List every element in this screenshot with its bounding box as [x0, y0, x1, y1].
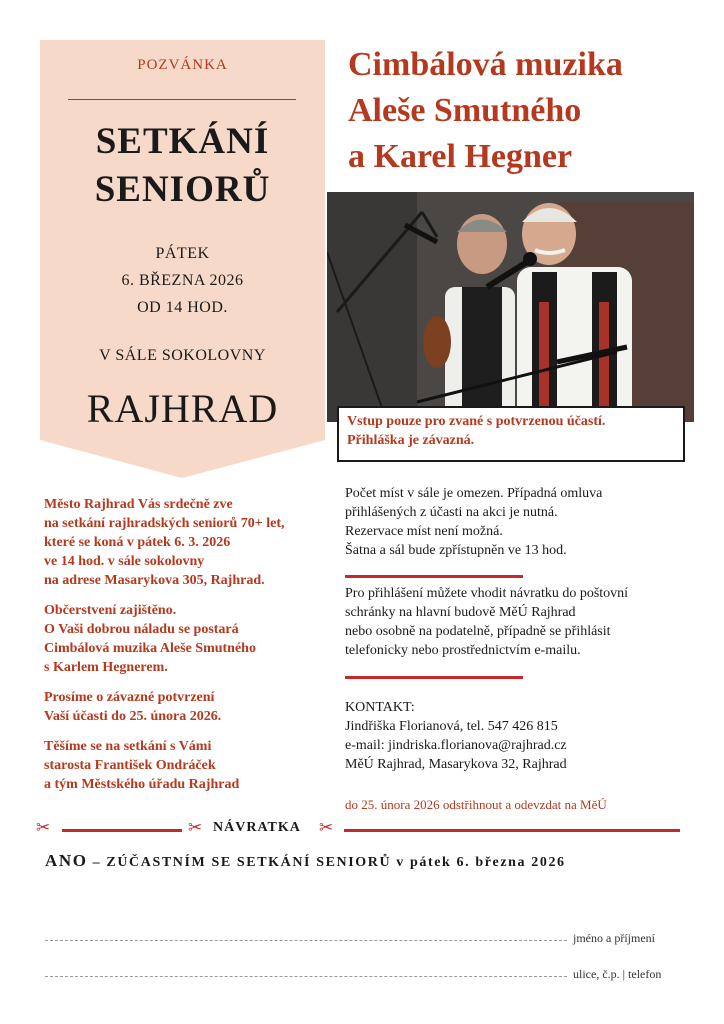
name-field-line[interactable] — [45, 940, 567, 941]
attendance-confirmation — [45, 851, 695, 871]
event-datetime — [40, 240, 325, 321]
entry-notice-line1: Vstup pouze pro zvané s potvrzenou účastí. — [347, 414, 606, 429]
event-day: PÁTEK — [155, 245, 210, 262]
confirmation-yes: ANO — [45, 851, 88, 870]
invitation-paragraph-4: Těšíme se na setkání s Vámi starosta František Ondráček a tým Městského úřadu Rajhrad — [44, 739, 240, 792]
address-field-line[interactable] — [45, 976, 567, 977]
headline-line3: a Karel Hegner — [348, 138, 573, 175]
event-town: RAJHRAD — [86, 386, 279, 431]
invitation-paragraph-1: Město Rajhrad Vás srdečně zve na setkání rajhradských seniorů 70+ let, které se koná v pátek 6. 3. 2026 ve 14 hod. v sále sokolovny na adrese Masarykova 305, Rajhrad. — [44, 497, 285, 588]
entry-notice — [337, 406, 685, 462]
invitation-paragraph-2: Občerstvení zajištěno. O Vaši dobrou náladu se postará Cimbálová muzika Aleše Smutného s Karlem Hegnerem. — [44, 603, 256, 675]
scissors-icon: ✂ — [319, 818, 334, 838]
invitation-kicker: POZVÁNKA — [137, 57, 228, 73]
event-title-line2: SENIORŮ — [94, 169, 271, 210]
event-venue: V SÁLE SOKOLOVNY — [99, 347, 266, 364]
event-title — [40, 118, 325, 214]
event-date: 6. BŘEZNA 2026 — [121, 272, 244, 289]
cut-line-right — [344, 829, 680, 832]
name-field-label: jméno a příjmení — [573, 931, 655, 945]
cut-line-left — [62, 829, 182, 832]
headline-line1: Cimbálová muzika — [348, 46, 623, 83]
confirmation-text: – ZÚČASTNÍM SE SETKÁNÍ SENIORŮ v pátek 6. března 2026 — [87, 855, 566, 870]
entry-notice-line2: Přihláška je závazná. — [347, 433, 475, 448]
capacity-info: Počet míst v sále je omezen. Případná omluva přihlášených z účasti na akci je nutná. Rezervace míst není možná. Šatna a sál bude zpřístupněn ve 13 hod. — [345, 486, 603, 558]
banner-divider — [68, 99, 296, 100]
invitation-body — [44, 495, 334, 805]
return-deadline: do 25. února 2026 odstřihnout a odevzdat na MěÚ — [345, 797, 607, 812]
performers-photo-illustration — [327, 192, 694, 422]
invitation-paragraph-3: Prosíme o závazné potvrzení Vaší účasti do 25. února 2026. — [44, 690, 222, 724]
address-field-label: ulice, č.p. | telefon — [573, 967, 662, 981]
scissors-icon: ✂ — [36, 818, 51, 838]
return-slip-title: NÁVRATKA — [213, 820, 301, 835]
signup-info: Pro přihlášení můžete vhodit návratku do poštovní schránky na hlavní budově MěÚ Rajhrad nebo osobně na podatelně, případně se přihlásit telefonicky nebo prostřednictvím e-mailu. — [345, 586, 629, 658]
scissors-icon: ✂ — [188, 818, 203, 838]
headline-line2: Aleše Smutného — [348, 92, 582, 129]
event-title-line1: SETKÁNÍ — [95, 121, 270, 162]
section-divider-1 — [345, 575, 523, 578]
banner-arrow-point — [40, 440, 325, 478]
contact-info: KONTAKT: Jindřiška Florianová, tel. 547 426 815 e-mail: jindriska.florianova@rajhrad.cz MěÚ Rajhrad, Masarykova 32, Rajhrad — [345, 700, 567, 772]
section-divider-2 — [345, 676, 523, 679]
performers-photo — [327, 192, 694, 422]
performer-headline — [348, 42, 718, 180]
event-time: OD 14 HOD. — [137, 299, 228, 316]
